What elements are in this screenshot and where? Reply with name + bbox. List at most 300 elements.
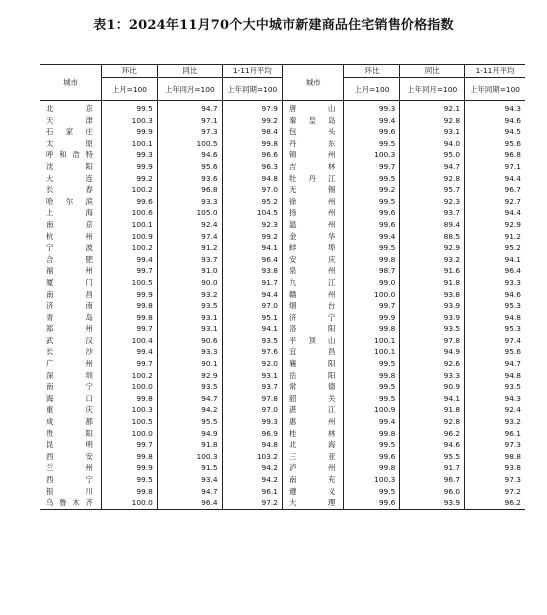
cell-mom-left: 100.0 [101, 428, 157, 440]
cell-city-left: 长 春 [40, 184, 101, 196]
cell-yoy-left: 93.2 [157, 289, 222, 301]
cell-yoy-left: 97.1 [157, 115, 222, 127]
cell-mom-right: 99.8 [344, 462, 400, 474]
cell-yoy-left: 97.4 [157, 231, 222, 243]
cell-ytd-left: 97.0 [222, 184, 282, 196]
cell-ytd-left: 103.2 [222, 451, 282, 463]
table-row [40, 439, 525, 451]
cell-yoy-left: 93.5 [157, 300, 222, 312]
cell-city-right: 秦皇岛 [282, 115, 343, 127]
cell-ytd-left: 95.2 [222, 196, 282, 208]
cell-mom-left: 99.8 [101, 451, 157, 463]
cell-yoy-left: 91.0 [157, 265, 222, 277]
table-row [40, 219, 525, 231]
cell-yoy-left: 92.4 [157, 219, 222, 231]
cell-city-right: 泸 州 [282, 462, 343, 474]
cell-ytd-right: 95.2 [504, 243, 521, 253]
cell-mom-right: 99.9 [344, 312, 400, 324]
cell-yoy-right: 95.5 [400, 451, 465, 463]
cell-yoy-left: 93.3 [157, 346, 222, 358]
table-row [40, 242, 525, 254]
cell-yoy-right: 93.9 [400, 497, 465, 509]
cell-ytd-right: 95.6 [504, 347, 521, 357]
cell-ytd-left: 94.2 [222, 474, 282, 486]
cell-yoy-left: 94.7 [157, 393, 222, 405]
cell-mom-left: 100.5 [101, 416, 157, 428]
cell-city-left: 南 宁 [40, 381, 101, 393]
cell-city-right: 洛 阳 [282, 323, 343, 335]
cell-yoy-right: 92.6 [400, 358, 465, 370]
table-row [40, 300, 525, 312]
cell-ytd-right: 94.7 [504, 359, 521, 369]
cell-yoy-left: 94.6 [157, 149, 222, 161]
table-row [40, 323, 525, 335]
cell-city-right: 惠 州 [282, 416, 343, 428]
cell-yoy-left: 100.5 [157, 138, 222, 150]
cell-city-left: 武 汉 [40, 335, 101, 347]
cell-mom-right: 98.7 [344, 265, 400, 277]
cell-ytd-right: 96.4 [504, 266, 521, 276]
cell-city-right: 韶 关 [282, 393, 343, 405]
cell-mom-left: 100.1 [101, 138, 157, 150]
cell-city-left: 银 川 [40, 486, 101, 498]
cell-mom-left: 100.2 [101, 242, 157, 254]
cell-city-right: 扬 州 [282, 207, 343, 219]
cell-ytd-right: 98.8 [504, 451, 521, 461]
cell-ytd-right: 96.2 [465, 497, 525, 509]
cell-city-right: 安 庆 [282, 254, 343, 266]
cell-mom-left: 99.9 [101, 126, 157, 138]
cell-mom-right: 99.8 [344, 428, 400, 440]
cell-city-left: 海 口 [40, 393, 101, 405]
cell-city-left: 重 庆 [40, 404, 101, 416]
cell-mom-right: 99.5 [344, 486, 400, 498]
cell-city-right: 遵 义 [282, 486, 343, 498]
cell-yoy-right: 96.7 [400, 474, 465, 486]
subheader-ytd-left: 上年同期=100 [222, 78, 282, 101]
cell-mom-left: 99.5 [101, 474, 157, 486]
table-row [40, 381, 525, 393]
cell-yoy-right: 94.9 [400, 346, 465, 358]
table-row [40, 451, 525, 463]
cell-city-right: 丹 东 [282, 138, 343, 150]
cell-mom-left: 100.9 [101, 231, 157, 243]
cell-city-left: 西 宁 [40, 474, 101, 486]
table-row [40, 393, 525, 405]
cell-ytd-right: 94.5 [504, 127, 521, 137]
cell-yoy-right: 94.6 [400, 439, 465, 451]
table-row [40, 370, 525, 382]
cell-mom-left: 99.8 [101, 300, 157, 312]
cell-city-left: 上 海 [40, 207, 101, 219]
cell-city-left: 厦 门 [40, 277, 101, 289]
table-row [40, 265, 525, 277]
cell-city-left: 福 州 [40, 265, 101, 277]
cell-mom-left: 100.2 [101, 370, 157, 382]
cell-yoy-left: 90.6 [157, 335, 222, 347]
cell-city-left: 哈尔滨 [40, 196, 101, 208]
cell-city-left: 南 京 [40, 219, 101, 231]
cell-city-left: 呼和浩特 [40, 149, 101, 161]
cell-ytd-left: 93.7 [222, 381, 282, 393]
cell-ytd-left: 95.1 [222, 312, 282, 324]
cell-yoy-left: 93.3 [157, 196, 222, 208]
cell-mom-right: 99.4 [344, 115, 400, 127]
cell-yoy-right: 96.0 [400, 486, 465, 498]
cell-yoy-left: 93.1 [157, 312, 222, 324]
cell-ytd-left: 99.3 [222, 416, 282, 428]
cell-yoy-left: 96.8 [157, 184, 222, 196]
cell-city-right: 平顶山 [282, 335, 343, 347]
cell-yoy-right: 97.8 [400, 335, 465, 347]
cell-ytd-left: 96.9 [222, 428, 282, 440]
cell-city-right: 徐 州 [282, 196, 343, 208]
cell-ytd-right: 93.3 [504, 277, 521, 287]
cell-yoy-left: 100.3 [157, 451, 222, 463]
cell-city-left: 深 圳 [40, 370, 101, 382]
cell-city-left: 广 州 [40, 358, 101, 370]
cell-yoy-left: 91.8 [157, 439, 222, 451]
cell-ytd-right: 97.3 [504, 440, 521, 450]
header-ytd-right: 1-11月平均 [465, 65, 525, 78]
cell-city-left: 西 安 [40, 451, 101, 463]
cell-mom-left: 100.4 [101, 335, 157, 347]
cell-ytd-left: 97.9 [222, 101, 282, 115]
cell-city-right: 赣 州 [282, 289, 343, 301]
cell-city-left: 石家庄 [40, 126, 101, 138]
cell-yoy-right: 93.7 [400, 207, 465, 219]
cell-ytd-left: 94.2 [222, 462, 282, 474]
cell-ytd-left: 93.1 [222, 370, 282, 382]
cell-mom-left: 99.7 [101, 358, 157, 370]
table-title: 表1：2024年11月70个大中城市新建商品住宅销售价格指数 [93, 18, 454, 33]
cell-mom-left: 99.7 [101, 323, 157, 335]
cell-mom-left: 99.4 [101, 254, 157, 266]
header-yoy-left: 同比 [157, 65, 222, 78]
cell-mom-right: 99.5 [344, 439, 400, 451]
cell-ytd-right: 94.8 [504, 312, 521, 322]
cell-mom-left: 100.3 [101, 404, 157, 416]
cell-city-left: 北 京 [40, 101, 101, 115]
cell-ytd-right: 94.3 [504, 104, 521, 113]
cell-ytd-right: 96.7 [504, 185, 521, 195]
cell-mom-left: 100.0 [101, 381, 157, 393]
cell-yoy-right: 92.8 [400, 173, 465, 185]
cell-ytd-left: 94.8 [222, 439, 282, 451]
table-body [40, 101, 525, 510]
cell-city-left: 太 原 [40, 138, 101, 150]
cell-mom-right: 99.6 [344, 497, 400, 509]
cell-ytd-left: 93.8 [222, 265, 282, 277]
cell-city-left: 乌鲁木齐 [40, 497, 101, 509]
cell-mom-left: 99.9 [101, 462, 157, 474]
cell-mom-right: 99.5 [344, 381, 400, 393]
cell-ytd-right: 94.6 [504, 289, 521, 299]
cell-city-right: 湛 江 [282, 404, 343, 416]
cell-city-right: 锦 州 [282, 149, 343, 161]
table-row [40, 346, 525, 358]
cell-city-left: 济 南 [40, 300, 101, 312]
cell-ytd-left: 94.1 [222, 323, 282, 335]
cell-yoy-left: 92.9 [157, 370, 222, 382]
cell-yoy-right: 92.8 [400, 115, 465, 127]
cell-mom-left: 100.2 [101, 184, 157, 196]
price-index-table [40, 64, 525, 510]
header-yoy-right: 同比 [400, 65, 465, 78]
cell-yoy-left: 90.1 [157, 358, 222, 370]
cell-city-right: 大 理 [282, 497, 343, 509]
cell-mom-right: 99.5 [344, 242, 400, 254]
cell-ytd-left: 99.2 [222, 231, 282, 243]
table-row [40, 149, 525, 161]
cell-ytd-left: 96.1 [222, 486, 282, 498]
cell-ytd-right: 94.8 [504, 370, 521, 380]
cell-ytd-left: 92.0 [222, 358, 282, 370]
cell-mom-right: 99.4 [344, 416, 400, 428]
cell-yoy-left: 95.5 [157, 416, 222, 428]
header-mom-right: 环比 [344, 65, 400, 78]
cell-yoy-right: 93.3 [400, 370, 465, 382]
cell-mom-left: 99.6 [101, 196, 157, 208]
cell-mom-right: 99.8 [344, 323, 400, 335]
cell-city-left: 兰 州 [40, 462, 101, 474]
cell-ytd-left: 97.2 [222, 497, 282, 509]
cell-yoy-left: 105.0 [157, 207, 222, 219]
cell-city-right: 襄 阳 [282, 358, 343, 370]
cell-ytd-left: 96.6 [222, 149, 282, 161]
cell-mom-right: 100.1 [344, 335, 400, 347]
cell-ytd-left: 99.8 [222, 138, 282, 150]
cell-mom-right: 99.7 [344, 161, 400, 173]
cell-yoy-left: 93.7 [157, 254, 222, 266]
cell-yoy-left: 91.2 [157, 242, 222, 254]
cell-ytd-left: 97.0 [222, 300, 282, 312]
header-city-left: 城市 [40, 65, 101, 101]
cell-mom-left: 99.8 [101, 486, 157, 498]
cell-city-right: 蚌 埠 [282, 242, 343, 254]
table-row [40, 101, 525, 115]
table-row [40, 173, 525, 185]
cell-city-left: 大 连 [40, 173, 101, 185]
cell-ytd-left: 94.1 [222, 242, 282, 254]
cell-ytd-left: 93.5 [222, 335, 282, 347]
table-row [40, 207, 525, 219]
cell-city-left: 长 沙 [40, 346, 101, 358]
cell-yoy-right: 93.8 [400, 289, 465, 301]
cell-mom-left: 99.2 [101, 173, 157, 185]
cell-mom-right: 99.6 [344, 451, 400, 463]
cell-yoy-left: 96.4 [157, 497, 222, 509]
cell-yoy-left: 93.1 [157, 323, 222, 335]
table-row [40, 115, 525, 127]
cell-mom-right: 99.5 [344, 138, 400, 150]
table-row [40, 404, 525, 416]
cell-yoy-right: 93.1 [400, 126, 465, 138]
cell-mom-right: 99.5 [344, 393, 400, 405]
cell-ytd-left: 97.0 [222, 404, 282, 416]
cell-yoy-left: 95.6 [157, 161, 222, 173]
cell-city-left: 宁 波 [40, 242, 101, 254]
cell-city-left: 杭 州 [40, 231, 101, 243]
cell-mom-right: 100.1 [344, 346, 400, 358]
cell-yoy-right: 94.0 [400, 138, 465, 150]
cell-city-right: 唐 山 [282, 101, 343, 115]
cell-yoy-right: 91.6 [400, 265, 465, 277]
cell-city-right: 常 德 [282, 381, 343, 393]
cell-city-right: 温 州 [282, 219, 343, 231]
cell-ytd-left: 96.4 [222, 254, 282, 266]
cell-yoy-left: 94.7 [157, 101, 222, 115]
cell-ytd-right: 93.2 [504, 417, 521, 427]
cell-mom-right: 99.2 [344, 184, 400, 196]
header-mom-left: 环比 [101, 65, 157, 78]
cell-mom-left: 99.8 [101, 393, 157, 405]
cell-city-right: 南 充 [282, 474, 343, 486]
cell-city-left: 青 岛 [40, 312, 101, 324]
cell-ytd-right: 92.7 [504, 196, 521, 206]
table-row [40, 184, 525, 196]
cell-yoy-right: 92.3 [400, 196, 465, 208]
cell-ytd-right: 92.4 [504, 405, 521, 415]
table-row [40, 462, 525, 474]
cell-ytd-left: 96.3 [222, 161, 282, 173]
cell-mom-left: 99.7 [101, 265, 157, 277]
cell-ytd-right: 97.3 [504, 475, 521, 484]
cell-city-right: 烟 台 [282, 300, 343, 312]
cell-mom-right: 99.5 [344, 196, 400, 208]
cell-mom-right: 99.5 [344, 358, 400, 370]
cell-city-right: 三 亚 [282, 451, 343, 463]
cell-mom-left: 100.5 [101, 277, 157, 289]
cell-yoy-right: 91.8 [400, 404, 465, 416]
cell-yoy-left: 93.5 [157, 381, 222, 393]
cell-yoy-left: 93.6 [157, 173, 222, 185]
table-row [40, 312, 525, 324]
table-row [40, 231, 525, 243]
cell-ytd-right: 93.5 [504, 382, 521, 392]
cell-ytd-right: 96.8 [504, 150, 521, 160]
cell-mom-left: 99.9 [101, 161, 157, 173]
cell-ytd-left: 97.6 [222, 346, 282, 358]
cell-yoy-left: 93.4 [157, 474, 222, 486]
table-row [40, 254, 525, 266]
cell-yoy-right: 92.8 [400, 416, 465, 428]
cell-city-left: 成 都 [40, 416, 101, 428]
cell-mom-left: 99.7 [101, 439, 157, 451]
cell-city-right: 岳 阳 [282, 370, 343, 382]
cell-city-right: 北 海 [282, 439, 343, 451]
cell-mom-left: 99.5 [101, 101, 157, 115]
cell-city-right: 牡丹江 [282, 173, 343, 185]
cell-city-right: 金 华 [282, 231, 343, 243]
table-row [40, 358, 525, 370]
table-row [40, 428, 525, 440]
cell-yoy-left: 94.2 [157, 404, 222, 416]
cell-mom-left: 99.8 [101, 312, 157, 324]
cell-ytd-left: 91.7 [222, 277, 282, 289]
cell-yoy-left: 94.9 [157, 428, 222, 440]
cell-city-left: 昆 明 [40, 439, 101, 451]
cell-ytd-right: 94.6 [504, 115, 521, 125]
cell-mom-left: 100.6 [101, 207, 157, 219]
table-row [40, 126, 525, 138]
cell-mom-right: 99.8 [344, 254, 400, 266]
cell-ytd-right: 97.4 [504, 335, 521, 345]
cell-yoy-right: 95.0 [400, 149, 465, 161]
subheader-yoy-right: 上年同月=100 [400, 78, 465, 101]
cell-mom-left: 99.4 [101, 346, 157, 358]
cell-yoy-right: 92.9 [400, 242, 465, 254]
cell-ytd-right: 95.6 [504, 138, 521, 148]
cell-city-left: 沈 阳 [40, 161, 101, 173]
cell-mom-left: 100.3 [101, 115, 157, 127]
cell-yoy-right: 96.2 [400, 428, 465, 440]
subheader-mom-right: 上月=100 [344, 78, 400, 101]
cell-yoy-right: 92.1 [400, 101, 465, 115]
cell-yoy-left: 91.5 [157, 462, 222, 474]
cell-yoy-right: 93.2 [400, 254, 465, 266]
cell-yoy-right: 93.5 [400, 323, 465, 335]
cell-yoy-right: 94.1 [400, 393, 465, 405]
cell-yoy-left: 97.3 [157, 126, 222, 138]
cell-ytd-right: 94.4 [504, 208, 521, 218]
cell-ytd-right: 97.2 [504, 486, 521, 496]
cell-yoy-right: 93.9 [400, 300, 465, 312]
cell-city-right: 济 宁 [282, 312, 343, 324]
cell-mom-left: 100.1 [101, 219, 157, 231]
cell-mom-right: 100.3 [344, 149, 400, 161]
header-city-right: 城市 [282, 65, 343, 101]
cell-ytd-left: 92.3 [222, 219, 282, 231]
cell-city-left: 合 肥 [40, 254, 101, 266]
cell-ytd-right: 95.3 [504, 301, 521, 311]
cell-mom-right: 99.0 [344, 277, 400, 289]
cell-yoy-right: 91.7 [400, 462, 465, 474]
cell-yoy-left: 94.7 [157, 486, 222, 498]
cell-yoy-right: 89.4 [400, 219, 465, 231]
cell-city-left: 南 昌 [40, 289, 101, 301]
cell-mom-left: 99.3 [101, 149, 157, 161]
cell-mom-right: 99.5 [344, 173, 400, 185]
cell-city-left: 贵 阳 [40, 428, 101, 440]
cell-yoy-right: 91.8 [400, 277, 465, 289]
cell-yoy-right: 88.5 [400, 231, 465, 243]
table-row [40, 277, 525, 289]
cell-city-right: 宜 昌 [282, 346, 343, 358]
cell-mom-right: 99.6 [344, 126, 400, 138]
subheader-yoy-left: 上年同月=100 [157, 78, 222, 101]
cell-mom-right: 99.7 [344, 300, 400, 312]
table-row [40, 497, 525, 509]
cell-mom-right: 99.6 [344, 207, 400, 219]
cell-ytd-right: 94.4 [504, 173, 521, 183]
cell-yoy-right: 94.7 [400, 161, 465, 173]
cell-ytd-right: 94.3 [504, 393, 521, 403]
table-row [40, 196, 525, 208]
cell-ytd-right: 91.2 [504, 231, 521, 241]
table-row [40, 474, 525, 486]
cell-mom-right: 99.6 [344, 219, 400, 231]
cell-mom-left: 99.9 [101, 289, 157, 301]
cell-yoy-right: 90.9 [400, 381, 465, 393]
cell-mom-right: 100.3 [344, 474, 400, 486]
cell-mom-left: 100.0 [101, 497, 157, 509]
cell-city-right: 包 头 [282, 126, 343, 138]
cell-city-right: 桂 林 [282, 428, 343, 440]
cell-ytd-right: 92.9 [504, 219, 521, 229]
cell-yoy-left: 90.0 [157, 277, 222, 289]
subheader-mom-left: 上月=100 [101, 78, 157, 101]
